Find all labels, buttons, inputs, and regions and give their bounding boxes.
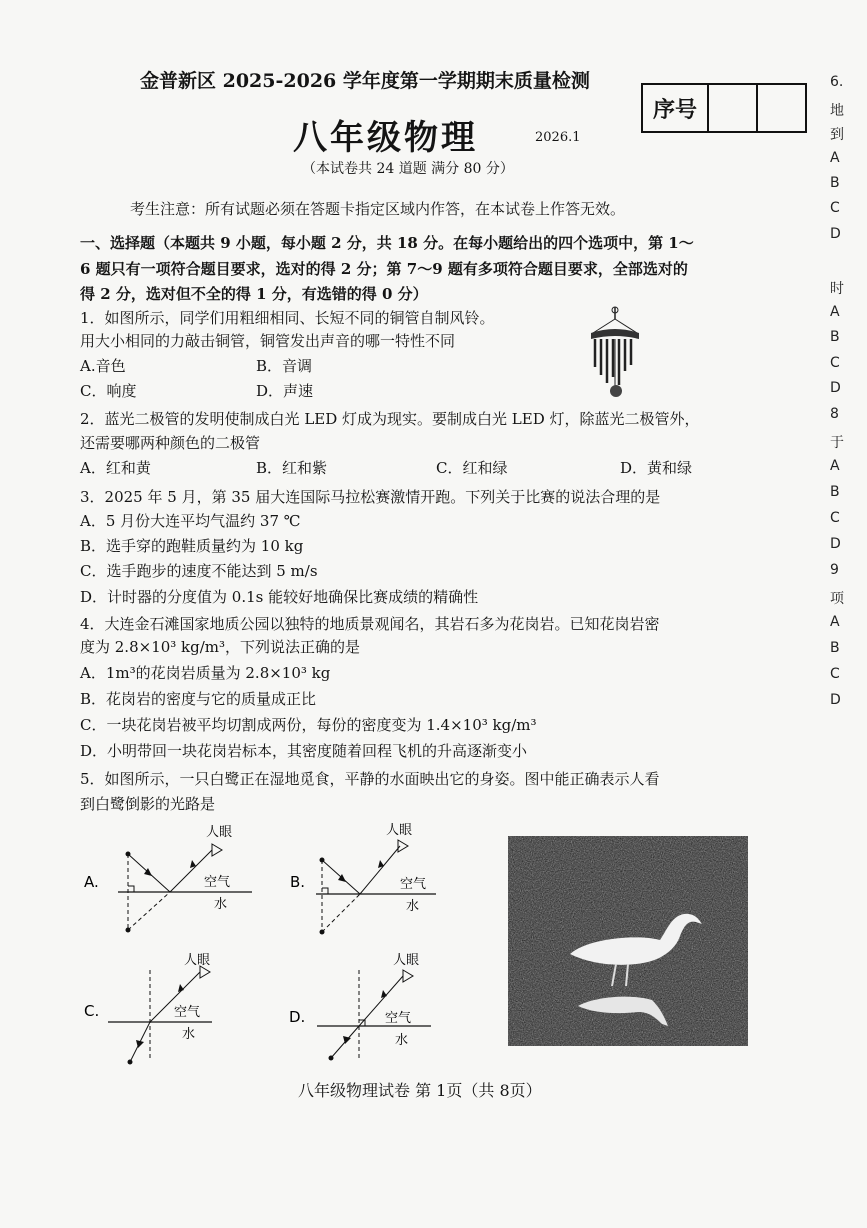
question-1-option-b: B．音调: [256, 357, 313, 375]
edge-char: B: [830, 484, 840, 500]
question-4-option-c: C．一块花岗岩被平均切割成两份，每份的密度变为 1.4×10³ kg/m³: [80, 716, 537, 734]
section-instruction-line: 得 2 分，选对但不全的得 1 分，有选错的得 0 分）: [80, 285, 428, 303]
edge-char: D: [830, 536, 841, 552]
air-label: 空气: [400, 877, 427, 892]
question-1-option-a: A.音色: [80, 357, 126, 375]
section-instruction-line: 6 题只有一项符合题目要求，选对的得 2 分；第 7～9 题有多项符合题目要求，全部选对的: [80, 260, 688, 278]
edge-char: B: [830, 175, 840, 191]
option-letter-b: B.: [290, 873, 306, 891]
edge-char: A: [830, 304, 840, 320]
option-letter-c: C.: [84, 1002, 100, 1020]
sequence-label: 序号: [643, 85, 709, 131]
eye-label: 人眼: [184, 953, 211, 968]
question-2-stem: 还需要哪两种颜色的二极管: [80, 434, 261, 452]
air-label: 空气: [385, 1011, 412, 1026]
page-title: 八年级物理: [293, 118, 478, 158]
question-5-stem: 5．如图所示，一只白鹭正在湿地觅食，平静的水面映出它的身姿。图中能正确表示人看: [80, 770, 660, 788]
question-3-option-a: A．5 月份大连平均气温约 37 ℃: [80, 512, 301, 530]
edge-char: D: [830, 226, 841, 242]
edge-char: 地: [830, 103, 844, 119]
air-label: 空气: [204, 875, 231, 890]
question-4-stem: 4．大连金石滩国家地质公园以独特的地质景观闻名，其岩石多为花岗岩。已知花岗岩密: [80, 615, 660, 633]
edge-char: 9: [830, 562, 839, 578]
edge-char: C: [830, 355, 840, 371]
question-2-option-a: A．红和黄: [80, 459, 151, 477]
question-5-stem: 到白鹭倒影的光路是: [80, 795, 216, 813]
edge-char: 时: [830, 281, 844, 297]
exam-date: 2026.1: [535, 130, 581, 145]
question-2-option-c: C．红和绿: [436, 459, 508, 477]
edge-char: 于: [830, 435, 844, 451]
light-path-diagram-d: [285, 950, 465, 1075]
edge-char: 6.: [830, 74, 844, 90]
eye-label: 人眼: [206, 825, 233, 840]
edge-char: C: [830, 666, 840, 682]
question-3-option-c: C．选手跑步的速度不能达到 5 m/s: [80, 562, 318, 580]
question-4-option-a: A．1m³的花岗岩质量为 2.8×10³ kg: [80, 664, 331, 682]
question-2-option-b: B．红和紫: [256, 459, 328, 477]
question-3-option-b: B．选手穿的跑鞋质量约为 10 kg: [80, 537, 304, 555]
water-label: 水: [395, 1033, 409, 1048]
light-path-diagram-a: [80, 820, 260, 940]
exam-header: 金普新区 2025-2026 学年度第一学期期末质量检测: [140, 70, 590, 92]
question-1-stem: 用大小相同的力敲击铜管，铜管发出声音的哪一特性不同: [80, 332, 456, 350]
edge-char: C: [830, 200, 840, 216]
question-3-stem: 3．2025 年 5 月，第 35 届大连国际马拉松赛激情开跑。下列关于比赛的说法合理的是: [80, 488, 661, 506]
air-label: 空气: [174, 1005, 201, 1020]
water-label: 水: [214, 897, 228, 912]
water-label: 水: [182, 1027, 196, 1042]
option-letter-d: D.: [289, 1008, 306, 1026]
section-instruction-line: 一、选择题（本题共 9 小题，每小题 2 分，共 18 分。在每小题给出的四个选项中，第 1～: [80, 234, 694, 252]
question-2-option-d: D．黄和绿: [620, 459, 693, 477]
edge-char: D: [830, 380, 841, 396]
question-4-option-d: D．小明带回一块花岗岩标本，其密度随着回程飞机的升高逐渐变小: [80, 742, 528, 760]
sequence-cell: [709, 85, 758, 131]
edge-char: D: [830, 692, 841, 708]
sequence-number-box: [641, 83, 807, 133]
edge-char: A: [830, 614, 840, 630]
edge-char: B: [830, 329, 840, 345]
eye-label: 人眼: [393, 953, 420, 968]
exam-info: （本试卷共 24 道题 满分 80 分）: [302, 161, 514, 177]
edge-char: 8: [830, 406, 839, 422]
light-path-diagram-b: [288, 820, 468, 940]
edge-char: 到: [830, 127, 844, 143]
question-1-option-c: C．响度: [80, 382, 137, 400]
edge-char: C: [830, 510, 840, 526]
water-label: 水: [406, 899, 420, 914]
edge-char: 项: [830, 591, 844, 607]
wind-chime-figure: [585, 305, 645, 405]
sequence-cell: [758, 85, 805, 131]
edge-char: A: [830, 458, 840, 474]
question-4-option-b: B．花岗岩的密度与它的质量成正比: [80, 690, 317, 708]
question-3-option-d: D．计时器的分度值为 0.1s 能较好地确保比赛成绩的精确性: [80, 588, 479, 606]
light-path-diagram-c: [80, 950, 260, 1075]
edge-char: A: [830, 150, 840, 166]
question-2-stem: 2．蓝光二极管的发明使制成白光 LED 灯成为现实。要制成白光 LED 灯，除蓝光二极管外，: [80, 410, 700, 428]
question-1-stem: 1．如图所示，同学们用粗细相同、长短不同的铜管自制风铃。: [80, 309, 495, 327]
page-footer: 八年级物理试卷 第 1页（共 8页）: [298, 1081, 542, 1100]
egret-photo: [508, 836, 748, 1046]
eye-label: 人眼: [386, 823, 413, 838]
edge-char: B: [830, 640, 840, 656]
option-letter-a: A.: [84, 873, 99, 891]
question-4-stem: 度为 2.8×10³ kg/m³，下列说法正确的是: [80, 638, 361, 656]
candidate-notice: 考生注意：所有试题必须在答题卡指定区域内作答，在本试卷上作答无效。: [130, 200, 626, 218]
question-1-option-d: D．声速: [256, 382, 314, 400]
